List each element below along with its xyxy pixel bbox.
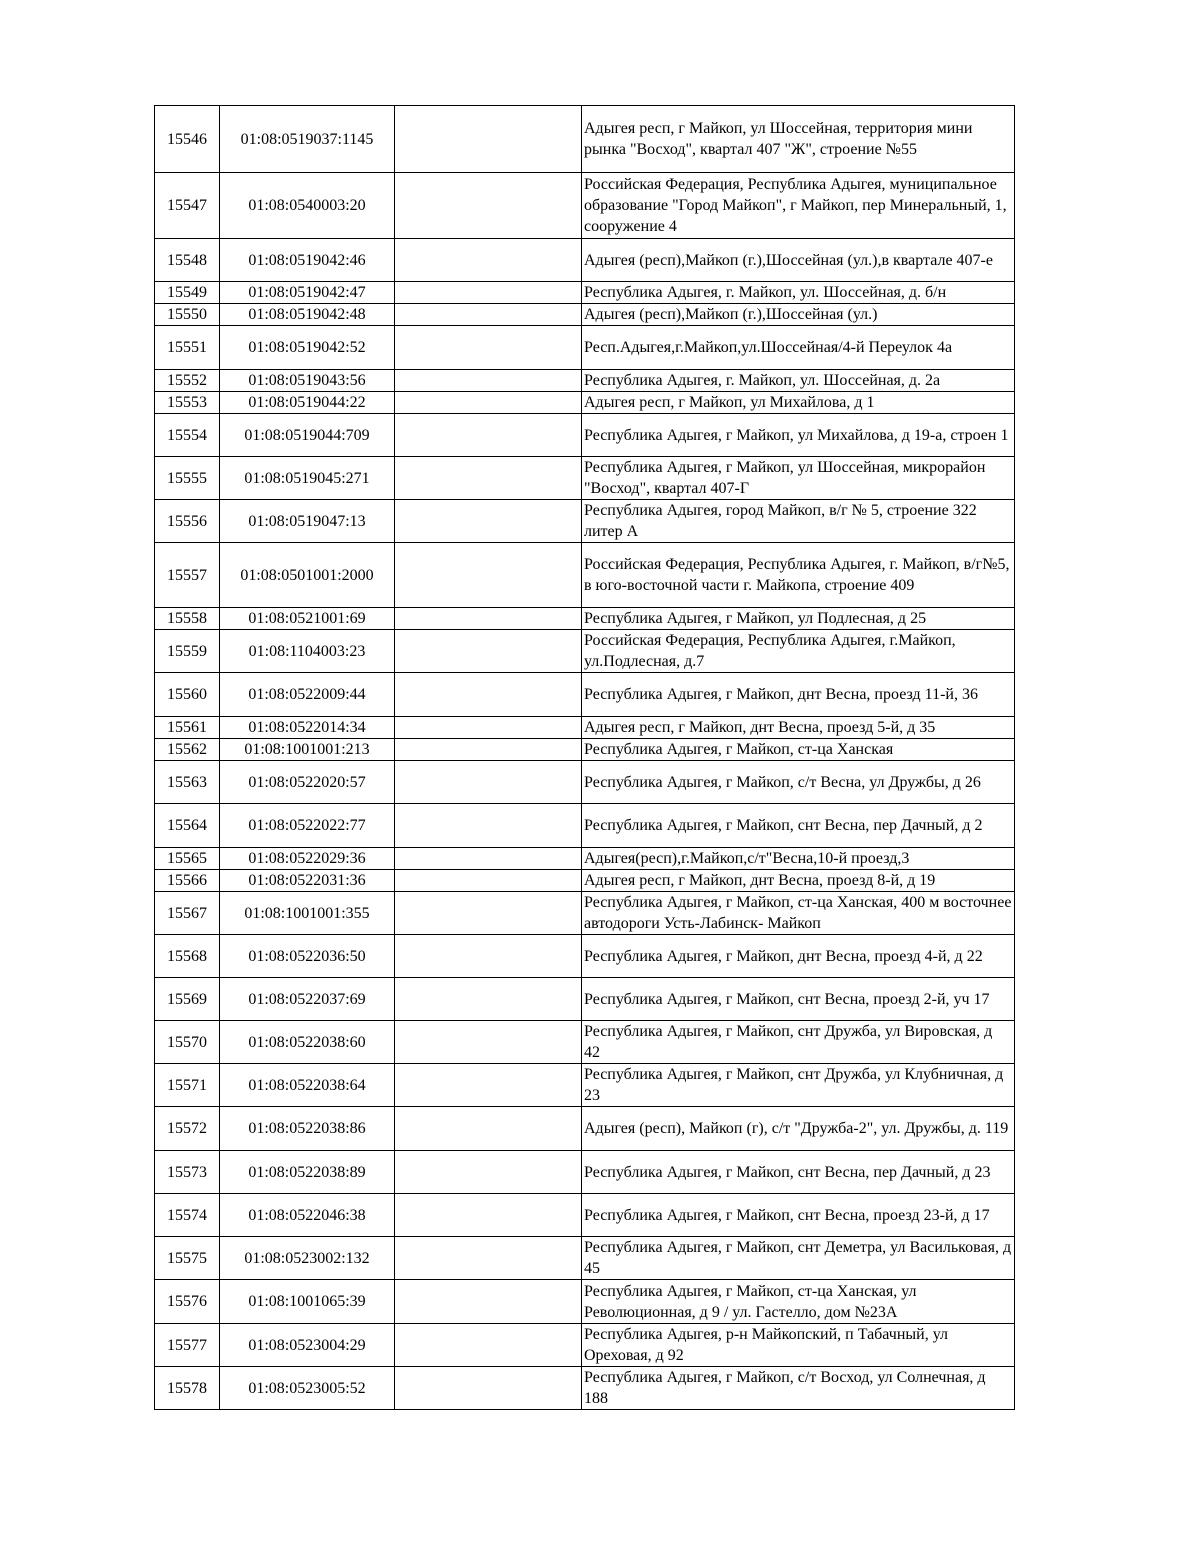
address-cell: Республика Адыгея, город Майкоп, в/г № 5, строение 322 литер А (582, 500, 1015, 543)
empty-cell (395, 500, 582, 543)
empty-cell (395, 978, 582, 1021)
row-number: 15573 (155, 1151, 220, 1194)
address-cell: Республика Адыгея, г Майкоп, ул Шоссейная, микрорайон "Восход", квартал 407-Г (582, 457, 1015, 500)
address-cell: Республика Адыгея, г Майкоп, снт Весна, проезд 23-й, д 17 (582, 1194, 1015, 1237)
address-cell: Российская Федерация, Республика Адыгея, муниципальное образование "Город Майкоп", г Майкоп, пер Минеральный, 1, сооружение 4 (582, 173, 1015, 239)
empty-cell (395, 106, 582, 173)
address-cell: Республика Адыгея, г Майкоп, ст-ца Ханская, 400 м восточнее автодороги Усть-Лабинск- Майкоп (582, 892, 1015, 935)
cadastral-number: 01:08:0519044:709 (220, 414, 395, 457)
row-number: 15553 (155, 392, 220, 414)
empty-cell (395, 1367, 582, 1410)
cadastral-number: 01:08:0522038:89 (220, 1151, 395, 1194)
address-cell: Российская Федерация, Республика Адыгея, г. Майкоп, в/г№5, в юго-восточной части г. Майкопа, строение 409 (582, 543, 1015, 608)
cadastral-number: 01:08:0519045:271 (220, 457, 395, 500)
empty-cell (395, 1107, 582, 1151)
empty-cell (395, 326, 582, 370)
cadastral-number: 01:08:0522020:57 (220, 761, 395, 804)
table-row (155, 239, 1015, 282)
empty-cell (395, 630, 582, 673)
cadastral-number: 01:08:0540003:20 (220, 173, 395, 239)
empty-cell (395, 239, 582, 282)
cadastral-number: 01:08:0519037:1145 (220, 106, 395, 173)
table-row (155, 414, 1015, 457)
row-number: 15554 (155, 414, 220, 457)
address-cell: Адыгея респ, г Майкоп, днт Весна, проезд 8-й, д 19 (582, 870, 1015, 892)
table-row (155, 326, 1015, 370)
address-cell: Адыгея (респ),Майкоп (г.),Шоссейная (ул.) (582, 304, 1015, 326)
table-row (155, 304, 1015, 326)
cadastral-number: 01:08:0522031:36 (220, 870, 395, 892)
cadastral-number: 01:08:0501001:2000 (220, 543, 395, 608)
cadastral-number: 01:08:0522046:38 (220, 1194, 395, 1237)
table-row (155, 848, 1015, 870)
empty-cell (395, 457, 582, 500)
cadastral-number: 01:08:0519042:47 (220, 282, 395, 304)
cadastral-number: 01:08:0521001:69 (220, 608, 395, 630)
cadastral-number: 01:08:0519044:22 (220, 392, 395, 414)
address-cell: Адыгея(респ),г.Майкоп,с/т"Весна,10-й проезд,3 (582, 848, 1015, 870)
table-row (155, 804, 1015, 848)
empty-cell (395, 848, 582, 870)
address-cell: Российская Федерация, Республика Адыгея, г.Майкоп, ул.Подлесная, д.7 (582, 630, 1015, 673)
address-cell: Респ.Адыгея,г.Майкоп,ул.Шоссейная/4-й Переулок 4а (582, 326, 1015, 370)
row-number: 15552 (155, 370, 220, 392)
address-cell: Республика Адыгея, г Майкоп, снт Деметра, ул Васильковая, д 45 (582, 1237, 1015, 1280)
address-cell: Республика Адыгея, г Майкоп, с/т Восход, ул Солнечная, д 188 (582, 1367, 1015, 1410)
address-cell: Адыгея (респ),Майкоп (г.),Шоссейная (ул.),в квартале 407-е (582, 239, 1015, 282)
table-row (155, 173, 1015, 239)
empty-cell (395, 1194, 582, 1237)
address-cell: Республика Адыгея, г Майкоп, снт Весна, пер Дачный, д 23 (582, 1151, 1015, 1194)
row-number: 15556 (155, 500, 220, 543)
row-number: 15561 (155, 717, 220, 739)
row-number: 15575 (155, 1237, 220, 1280)
table-row (155, 1064, 1015, 1107)
row-number: 15572 (155, 1107, 220, 1151)
empty-cell (395, 173, 582, 239)
row-number: 15548 (155, 239, 220, 282)
table-row (155, 543, 1015, 608)
table-row (155, 739, 1015, 761)
table-row (155, 1194, 1015, 1237)
row-number: 15550 (155, 304, 220, 326)
row-number: 15549 (155, 282, 220, 304)
address-cell: Республика Адыгея, г Майкоп, ул Подлесная, д 25 (582, 608, 1015, 630)
empty-cell (395, 543, 582, 608)
address-cell: Республика Адыгея, г. Майкоп, ул. Шоссейная, д. б/н (582, 282, 1015, 304)
table-row (155, 935, 1015, 978)
empty-cell (395, 761, 582, 804)
cadastral-number: 01:08:1001001:355 (220, 892, 395, 935)
table-row (155, 673, 1015, 717)
empty-cell (395, 392, 582, 414)
row-number: 15565 (155, 848, 220, 870)
table-row (155, 392, 1015, 414)
cadastral-number: 01:08:1104003:23 (220, 630, 395, 673)
row-number: 15571 (155, 1064, 220, 1107)
address-cell: Республика Адыгея, г. Майкоп, ул. Шоссейная, д. 2а (582, 370, 1015, 392)
cadastral-number: 01:08:0522029:36 (220, 848, 395, 870)
table-row (155, 1367, 1015, 1410)
table-row (155, 892, 1015, 935)
empty-cell (395, 804, 582, 848)
cadastral-number: 01:08:0519042:46 (220, 239, 395, 282)
table-row (155, 978, 1015, 1021)
cadastral-number: 01:08:0522036:50 (220, 935, 395, 978)
address-cell: Адыгея респ, г Майкоп, днт Весна, проезд 5-й, д 35 (582, 717, 1015, 739)
address-cell: Республика Адыгея, г Майкоп, ул Михайлова, д 19-а, строен 1 (582, 414, 1015, 457)
row-number: 15562 (155, 739, 220, 761)
address-cell: Республика Адыгея, г Майкоп, снт Весна, проезд 2-й, уч 17 (582, 978, 1015, 1021)
address-cell: Республика Адыгея, г Майкоп, днт Весна, проезд 4-й, д 22 (582, 935, 1015, 978)
cadastral-number: 01:08:0522009:44 (220, 673, 395, 717)
row-number: 15569 (155, 978, 220, 1021)
row-number: 15560 (155, 673, 220, 717)
row-number: 15567 (155, 892, 220, 935)
empty-cell (395, 304, 582, 326)
cadastral-number: 01:08:0522022:77 (220, 804, 395, 848)
row-number: 15568 (155, 935, 220, 978)
cadastral-number: 01:08:0519042:48 (220, 304, 395, 326)
empty-cell (395, 1280, 582, 1324)
table-row (155, 1021, 1015, 1064)
table-row (155, 1324, 1015, 1367)
address-cell: Республика Адыгея, г Майкоп, снт Весна, пер Дачный, д 2 (582, 804, 1015, 848)
empty-cell (395, 739, 582, 761)
table-row (155, 1237, 1015, 1280)
row-number: 15551 (155, 326, 220, 370)
table-row (155, 370, 1015, 392)
address-cell: Республика Адыгея, г Майкоп, снт Дружба, ул Клубничная, д 23 (582, 1064, 1015, 1107)
row-number: 15576 (155, 1280, 220, 1324)
table-row (155, 1280, 1015, 1324)
address-cell: Адыгея (респ), Майкоп (г), с/т "Дружба-2", ул. Дружбы, д. 119 (582, 1107, 1015, 1151)
address-cell: Республика Адыгея, г Майкоп, днт Весна, проезд 11-й, 36 (582, 673, 1015, 717)
row-number: 15564 (155, 804, 220, 848)
cadastral-number: 01:08:0522014:34 (220, 717, 395, 739)
table-row (155, 457, 1015, 500)
empty-cell (395, 370, 582, 392)
cadastral-number: 01:08:0522038:60 (220, 1021, 395, 1064)
empty-cell (395, 935, 582, 978)
row-number: 15566 (155, 870, 220, 892)
table-row (155, 717, 1015, 739)
cadastral-number: 01:08:0523004:29 (220, 1324, 395, 1367)
cadastral-number: 01:08:0523005:52 (220, 1367, 395, 1410)
cadastral-number: 01:08:0519047:13 (220, 500, 395, 543)
cadastral-number: 01:08:1001001:213 (220, 739, 395, 761)
row-number: 15558 (155, 608, 220, 630)
table-row (155, 1107, 1015, 1151)
empty-cell (395, 673, 582, 717)
cadastral-number: 01:08:0522038:86 (220, 1107, 395, 1151)
table-row (155, 500, 1015, 543)
empty-cell (395, 1324, 582, 1367)
row-number: 15547 (155, 173, 220, 239)
row-number: 15563 (155, 761, 220, 804)
empty-cell (395, 1021, 582, 1064)
table-row (155, 761, 1015, 804)
empty-cell (395, 1151, 582, 1194)
row-number: 15546 (155, 106, 220, 173)
address-cell: Республика Адыгея, г Майкоп, ст-ца Ханская, ул Революционная, д 9 / ул. Гастелло, дом №23А (582, 1280, 1015, 1324)
row-number: 15578 (155, 1367, 220, 1410)
address-cell: Республика Адыгея, г Майкоп, снт Дружба, ул Вировская, д 42 (582, 1021, 1015, 1064)
table-row (155, 106, 1015, 173)
cadastral-number: 01:08:1001065:39 (220, 1280, 395, 1324)
row-number: 15570 (155, 1021, 220, 1064)
cadastral-number: 01:08:0522037:69 (220, 978, 395, 1021)
address-cell: Республика Адыгея, р-н Майкопский, п Табачный, ул Ореховая, д 92 (582, 1324, 1015, 1367)
table-row (155, 282, 1015, 304)
cadastral-number: 01:08:0519042:52 (220, 326, 395, 370)
table-body (155, 106, 1015, 1410)
row-number: 15574 (155, 1194, 220, 1237)
table-row (155, 630, 1015, 673)
cadastral-number: 01:08:0522038:64 (220, 1064, 395, 1107)
row-number: 15555 (155, 457, 220, 500)
address-cell: Республика Адыгея, г Майкоп, ст-ца Ханская (582, 739, 1015, 761)
empty-cell (395, 1064, 582, 1107)
row-number: 15577 (155, 1324, 220, 1367)
row-number: 15557 (155, 543, 220, 608)
address-cell: Адыгея респ, г Майкоп, ул Михайлова, д 1 (582, 392, 1015, 414)
row-number: 15559 (155, 630, 220, 673)
table-row (155, 1151, 1015, 1194)
address-cell: Республика Адыгея, г Майкоп, с/т Весна, ул Дружбы, д 26 (582, 761, 1015, 804)
cadastral-number: 01:08:0519043:56 (220, 370, 395, 392)
empty-cell (395, 608, 582, 630)
property-table (154, 105, 1015, 1410)
address-cell: Адыгея респ, г Майкоп, ул Шоссейная, территория мини рынка "Восход", квартал 407 "Ж", строение №55 (582, 106, 1015, 173)
empty-cell (395, 282, 582, 304)
empty-cell (395, 1237, 582, 1280)
empty-cell (395, 870, 582, 892)
empty-cell (395, 892, 582, 935)
table-row (155, 608, 1015, 630)
empty-cell (395, 717, 582, 739)
table-row (155, 870, 1015, 892)
empty-cell (395, 414, 582, 457)
cadastral-number: 01:08:0523002:132 (220, 1237, 395, 1280)
